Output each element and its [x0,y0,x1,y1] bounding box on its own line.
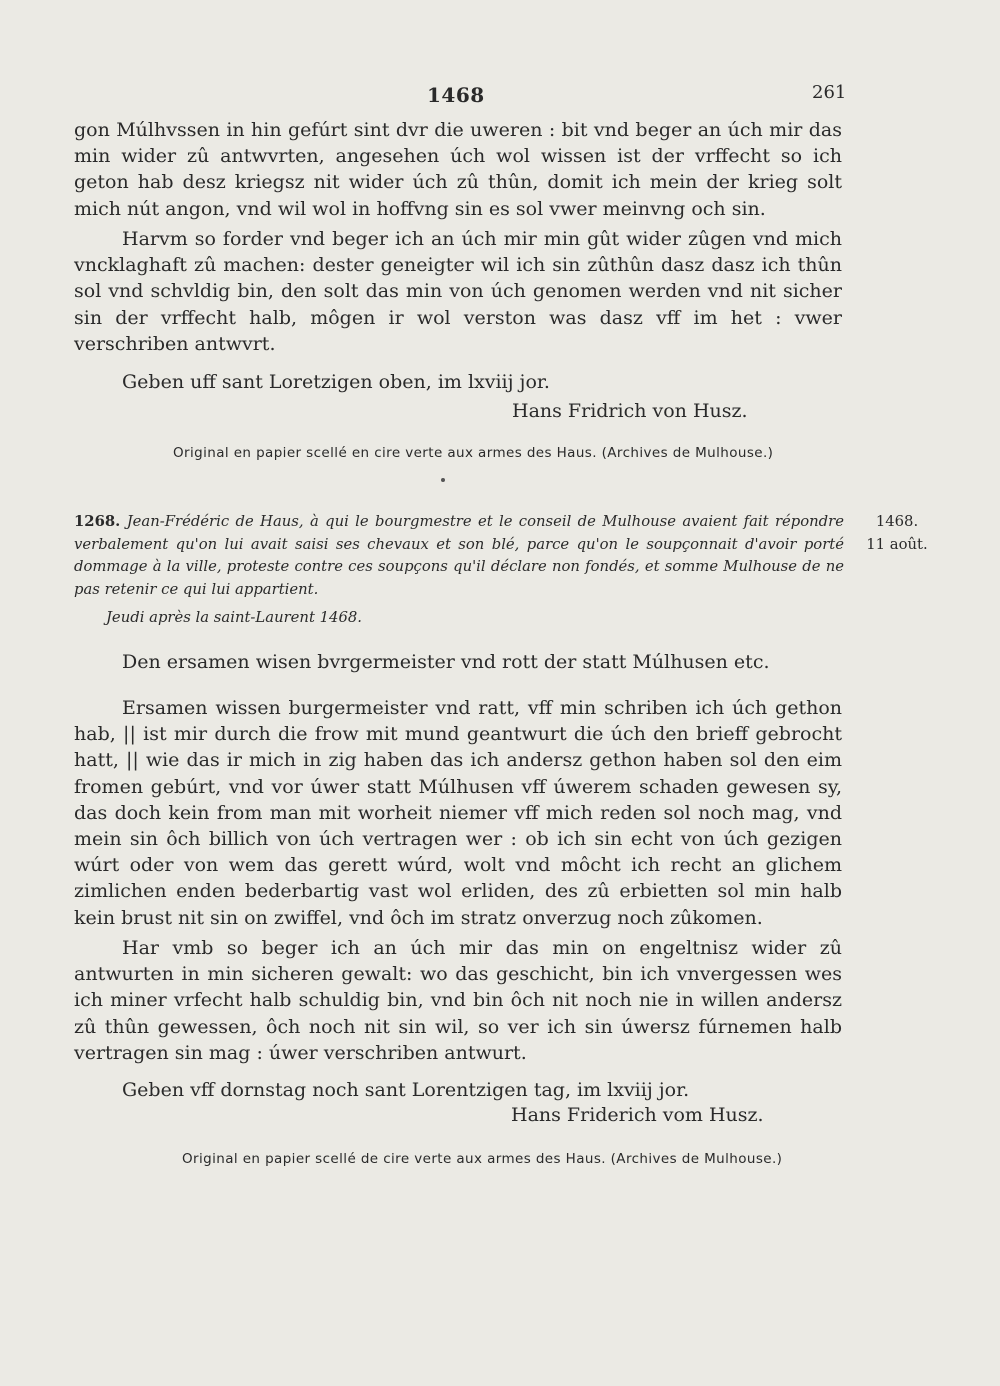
ink-speck [441,478,445,482]
letter1-paragraph-1: gon Múlhvssen in hin gefúrt sint dvr die uweren : bit vnd beger an úch mir das min wider zû antwvrten, angesehen úch wol wissen ist der vrffecht so ich geton hab desz kriegsz nit wider úch zû thûn, domit ich mein der krieg solt mich nút angon, vnd wil wol in hoffvng sin es sol vwer meinvng och sin. [74,119,842,220]
running-header-year: 1468 [427,83,485,107]
letter2-signature: Hans Friderich vom Husz. [511,1104,764,1126]
letter2-dating: Geben vff dornstag noch sant Lorentzigen tag, im lxviij jor. [122,1079,690,1101]
letter1-source-note: Original en papier scellé en cire verte aux armes des Haus. (Archives de Mulhouse.) [173,445,774,461]
letter1-paragraph-2: Harvm so forder vnd beger ich an úch mir min gût wider zûgen vnd mich vncklaghaft zû machen: dester geneigter wil ich sin zûthûn dasz dasz ich thûn sol vnd schvldig bin, den solt das min von úch genomen werden vnd nit sicher sin der vrffecht halb, môgen ir wol verston was dasz vff im het : vwer verschriben antwvrt. [74,228,842,355]
letter2-address: Den ersamen wisen bvrgermeister vnd rott der statt Múlhusen etc. [122,651,770,673]
letter1-dating: Geben uff sant Loretzigen oben, im lxviij jor. [122,371,550,393]
entry-summary-text: Jean-Frédéric de Haus, à qui le bourgmestre et le conseil de Mulhouse avaient fait répondre verbalement qu'on lui avait saisi ses chevaux et son blé, parce qu'on le soupçonnait d'avoir porté dommage à la ville, proteste contre ces soupçons qu'il déclare non fondés, et somme Mulhouse de ne pas retenir ce qui lui appartient. [74,513,844,598]
page-number: 261 [812,82,847,103]
entry-date-line: Jeudi après la saint-Laurent 1468. [106,609,362,626]
letter2-source-note: Original en papier scellé de cire verte aux armes des Haus. (Archives de Mulhouse.) [182,1151,783,1167]
entry-summary [74,511,844,601]
margin-day: 11 août. [866,535,928,553]
letter1-signature: Hans Fridrich von Husz. [512,400,748,422]
entry-number: 1268. [74,513,121,530]
margin-year: 1468. [875,513,919,530]
letter2-paragraph-2: Har vmb so beger ich an úch mir das min on engeltnisz wider zû antwurten in min sicheren gewalt: wo das geschicht, bin ich vnvergessen wes ich miner vrfecht halb schuldig bin, vnd bin ôch nit noch nie in willen andersz zû thûn gewessen, ôch noch nit sin wil, so ver ich sin úwersz fúrnemen halb vertragen sin mag : úwer verschriben antwurt. [74,937,842,1064]
margin-date [862,511,932,556]
letter2-paragraph-1: Ersamen wissen burgermeister vnd ratt, vff min schriben ich úch gethon hab, || ist mir durch die frow mit mund geantwurt die úch den brieff gebrocht hatt, || wie das ir mich in zig haben das ich andersz gethon haben sol den eim fromen gebúrt, vnd vor úwer statt Múlhusen vff úwerem schaden gewesen sy, das doch kein from man mit worheit niemer vff mich reden sol noch mag, vnd mein sin ôch billich von úch vertragen wer : ob ich sin echt von úch gezigen wúrt oder von wem das gerett wúrd, wolt vnd môcht ich recht an glichem zimlichen enden bederbartig vast wol erliden, des zû erbietten sol min halb kein brust nit sin on zwiffel, vnd ôch im stratz onverzug noch zûkomen. [74,697,842,929]
